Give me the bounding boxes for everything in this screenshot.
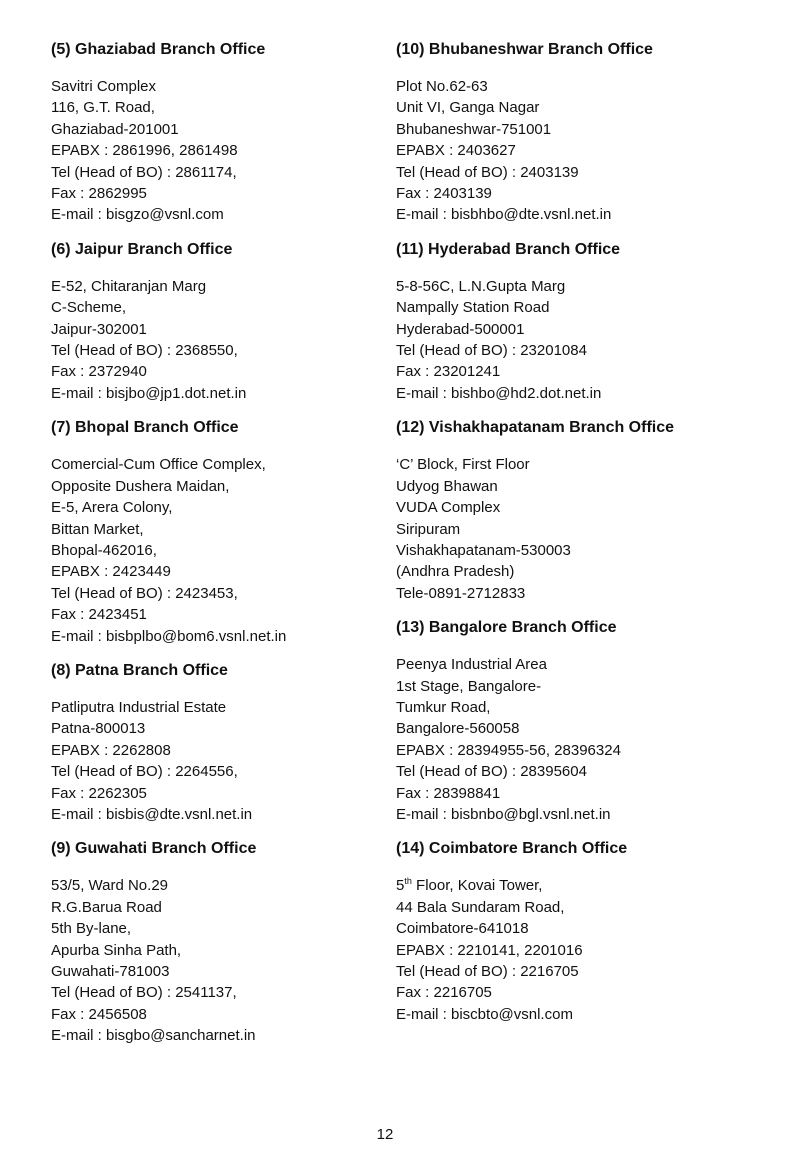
address-line: 44 Bala Sundaram Road, [396, 898, 565, 916]
branch-office-address [51, 76, 371, 226]
address-line: Vishakhapatanam-530003 [396, 541, 571, 559]
address-line: Fax : 2862995 [51, 185, 147, 203]
address-line: Unit VI, Ganga Nagar [396, 99, 540, 117]
address-line: Tel (Head of BO) : 2541137, [51, 984, 237, 1002]
address-line: E-mail : bishbo@hd2.dot.net.in [396, 384, 602, 402]
address-line: Udyog Bhawan [396, 477, 498, 495]
address-line: Jaipur-302001 [51, 320, 147, 338]
address-line: Tel (Head of BO) : 2423453, [51, 584, 238, 602]
address-line: Bittan Market, [51, 520, 144, 538]
branch-office-block [51, 418, 371, 647]
address-line: Hyderabad-500001 [396, 320, 525, 338]
address-line: Bhopal-462016, [51, 541, 157, 559]
address-line: 53/5, Ward No.29 [51, 877, 169, 895]
branch-office-block [396, 40, 766, 226]
branch-office-title: (10) Bhubaneshwar Branch Office [396, 41, 653, 58]
page-number: 12 [376, 1126, 394, 1143]
branch-office-block [396, 240, 766, 404]
right-column [396, 40, 766, 1039]
address-line: Comercial-Cum Office Complex, [51, 456, 266, 474]
address-line: E-mail : biscbto@vsnl.com [396, 1005, 573, 1023]
address-line: Siripuram [396, 520, 461, 538]
address-line: Fax : 2403139 [396, 185, 492, 203]
branch-office-title: (9) Guwahati Branch Office [51, 840, 257, 858]
address-line: EPABX : 2403627 [396, 142, 516, 160]
address-line: Ghaziabad-201001 [51, 120, 179, 138]
branch-office-block [51, 661, 371, 825]
branch-office-block [51, 240, 371, 404]
address-line: Tumkur Road, [396, 698, 491, 716]
address-line: Coimbatore-641018 [396, 920, 529, 938]
address-line: Fax : 2423451 [51, 606, 147, 624]
address-line: 5th By-lane, [51, 920, 132, 938]
address-line: Opposite Dushera Maidan, [51, 477, 230, 495]
address-line: 5th Floor, Kovai Tower, [396, 876, 543, 895]
address-line: Fax : 2372940 [51, 363, 147, 381]
address-line: EPABX : 2210141, 2201016 [396, 941, 583, 959]
address-line: Savitri Complex [51, 78, 157, 95]
address-line: Plot No.62-63 [396, 78, 488, 95]
address-line: Fax : 2262305 [51, 784, 147, 802]
address-line: (Andhra Pradesh) [396, 563, 515, 581]
address-line: Tel (Head of BO) : 2368550, [51, 342, 238, 360]
branch-office-address [51, 454, 371, 647]
branch-office-address [396, 76, 766, 226]
branch-office-title: (12) Vishakhapatanam Branch Office [396, 419, 675, 437]
branch-office-block [396, 839, 766, 1025]
branch-office-block [396, 418, 766, 604]
address-line: Nampally Station Road [396, 299, 550, 317]
branch-office-title: (14) Coimbatore Branch Office [396, 840, 628, 858]
address-line: Bangalore-560058 [396, 720, 520, 738]
branch-office-address [396, 276, 766, 404]
branch-office-address [51, 276, 371, 404]
address-line: Tel (Head of BO) : 28395604 [396, 763, 587, 781]
address-line: Tel (Head of BO) : 2403139 [396, 163, 579, 181]
address-line: Fax : 28398841 [396, 784, 501, 802]
address-line: E-mail : bisjbo@jp1.dot.net.in [51, 384, 247, 402]
branch-office-address [396, 454, 766, 604]
address-line: Patliputra Industrial Estate [51, 698, 227, 716]
branch-office-title: (11) Hyderabad Branch Office [396, 240, 621, 258]
branch-office-block [396, 618, 766, 825]
address-line: R.G.Barua Road [51, 898, 162, 916]
branch-office-title: (7) Bhopal Branch Office [51, 419, 239, 437]
address-line: Tel (Head of BO) : 2264556, [51, 763, 238, 781]
address-line: Peenya Industrial Area [396, 656, 547, 674]
branch-office-address [51, 875, 371, 1046]
address-line: Tel (Head of BO) : 2216705 [396, 963, 579, 980]
address-line: E-52, Chitaranjan Marg [51, 277, 207, 295]
address-line: EPABX : 2861996, 2861498 [51, 142, 238, 160]
address-line: EPABX : 2262808 [51, 741, 171, 759]
address-line: ‘C’ Block, First Floor [396, 456, 530, 474]
branch-office-address [51, 697, 371, 825]
address-line: E-mail : bisgbo@sancharnet.in [51, 1027, 256, 1045]
address-line: E-mail : bisbhbo@dte.vsnl.net.in [396, 206, 612, 224]
address-line: 116, G.T. Road, [51, 99, 155, 117]
branch-office-title: (13) Bangalore Branch Office [396, 619, 617, 637]
address-line: E-mail : bisbplbo@bom6.vsnl.net.in [51, 627, 287, 645]
address-line: Bhubaneshwar-751001 [396, 120, 552, 138]
address-line: C-Scheme, [51, 299, 127, 317]
address-line: Tele-0891-2712833 [396, 584, 526, 602]
address-line: 5-8-56C, L.N.Gupta Marg [396, 277, 566, 295]
branch-office-title: (6) Jaipur Branch Office [51, 240, 233, 258]
address-line: E-mail : bisbnbo@bgl.vsnl.net.in [396, 805, 611, 823]
address-line: Fax : 2456508 [51, 1005, 147, 1023]
branch-office-address [396, 654, 766, 825]
branch-office-address [396, 875, 766, 1025]
branch-office-title: (5) Ghaziabad Branch Office [51, 41, 266, 58]
address-line: Apurba Sinha Path, [51, 941, 182, 959]
address-line: Fax : 2216705 [396, 984, 492, 1002]
address-line: E-mail : bisbis@dte.vsnl.net.in [51, 805, 253, 823]
address-line: VUDA Complex [396, 499, 501, 517]
address-line: EPABX : 2423449 [51, 563, 171, 581]
left-column [51, 40, 371, 1061]
branch-office-block [51, 839, 371, 1046]
address-line: E-5, Arera Colony, [51, 499, 173, 517]
address-line: Tel (Head of BO) : 23201084 [396, 342, 587, 360]
address-line: 1st Stage, Bangalore- [396, 677, 542, 695]
address-line: Fax : 23201241 [396, 363, 501, 381]
address-line: EPABX : 28394955-56, 28396324 [396, 741, 621, 759]
branch-office-block [51, 40, 371, 226]
branch-office-title: (8) Patna Branch Office [51, 661, 228, 679]
address-line: E-mail : bisgzo@vsnl.com [51, 206, 224, 224]
address-line: Tel (Head of BO) : 2861174, [51, 163, 237, 181]
address-line: Guwahati-781003 [51, 963, 170, 980]
address-line: Patna-800013 [51, 720, 146, 738]
